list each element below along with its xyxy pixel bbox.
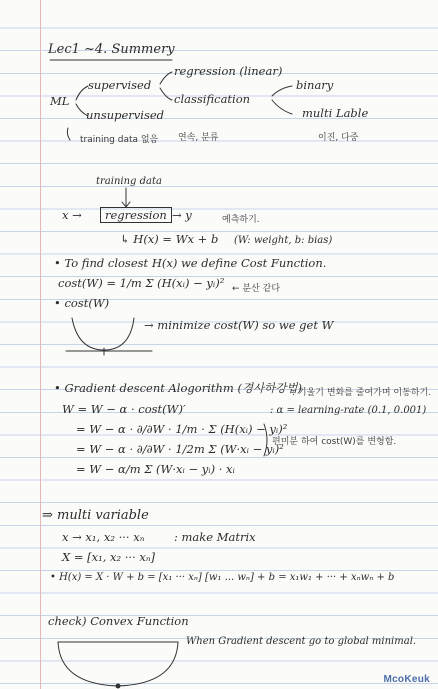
- tree-supervised: supervised: [88, 78, 152, 92]
- brand-logo: McoKeuk: [383, 674, 430, 685]
- H-matrix-row: • H(x) = X · W + b = [x₁ ··· xₙ] [w₁ ... wₙ] + b = x₁w₁ + ··· + xₙwₙ + b: [50, 572, 395, 583]
- x-arrow: x →: [62, 208, 82, 222]
- multi-variable-heading: ⇒ multi variable: [42, 508, 149, 523]
- gradient-heading: • Gradient descent Alogorithm (경사하강법): [54, 381, 302, 395]
- tree-unsupervised: unsupervised: [86, 108, 165, 122]
- alpha-note: : α = learning-rate (0.1, 0.001): [270, 405, 427, 416]
- convex-note: When Gradient descent go to global minimal.: [186, 636, 417, 647]
- tree-root: ML: [50, 94, 70, 108]
- make-matrix-note: : make Matrix: [174, 530, 256, 544]
- convex-heading: check) Convex Function: [48, 614, 189, 628]
- gradient-heading-note: : 기울기 변화를 줄여가며 이동하기.: [292, 388, 432, 398]
- cost-equation: cost(W) = 1/m Σ (H(xᵢ) − yᵢ)²: [58, 276, 225, 290]
- gradient-eq-3: = W − α · ∂/∂W · 1/2m Σ (W·xᵢ − yᵢ)²: [76, 442, 284, 456]
- page-title: Lec1 ~4. Summery: [48, 42, 175, 57]
- regression-box: regression: [100, 207, 172, 223]
- x-vector-row: x → x₁, x₂ ··· xₙ: [62, 530, 145, 544]
- gradient-eq-4: = W − α/m Σ (W·xᵢ − yᵢ) · xᵢ: [76, 462, 235, 476]
- note-unsupervised: training data 없음: [80, 135, 159, 145]
- note-binary: 이진, 다중: [318, 133, 359, 143]
- gradient-eq-1: W = W − α · cost(W)′: [62, 402, 186, 416]
- hypothesis: ↳ H(x) = Wx + b: [120, 232, 219, 246]
- tree-regression: regression (linear): [174, 64, 283, 78]
- cost-note: ← 분산 같다: [232, 284, 281, 294]
- minimize-note: → minimize cost(W) so we get W: [144, 318, 334, 332]
- X-matrix-row: X = [x₁, x₂ ··· xₙ]: [62, 550, 156, 564]
- tree-multi: multi Lable: [302, 106, 369, 120]
- tree-binary: binary: [296, 78, 334, 92]
- bullet-cost-graph: • cost(W): [54, 296, 110, 310]
- hypothesis-note: (W: weight, b: bias): [234, 235, 333, 246]
- y-output: → y: [172, 208, 192, 222]
- y-note: 예측하기.: [222, 215, 260, 225]
- gradient-eq-2: = W − α · ∂/∂W · 1/m · Σ (H(xᵢ) − yᵢ)²: [76, 422, 288, 436]
- note-regression: 연속, 분류: [178, 133, 219, 143]
- tree-classification: classification: [174, 92, 251, 106]
- bullet-cost-function: • To find closest H(x) we define Cost Function.: [54, 256, 327, 270]
- training-data-label: training data: [96, 176, 162, 187]
- brace-note: 편미분 하여 cost(W)를 변형함.: [272, 437, 397, 447]
